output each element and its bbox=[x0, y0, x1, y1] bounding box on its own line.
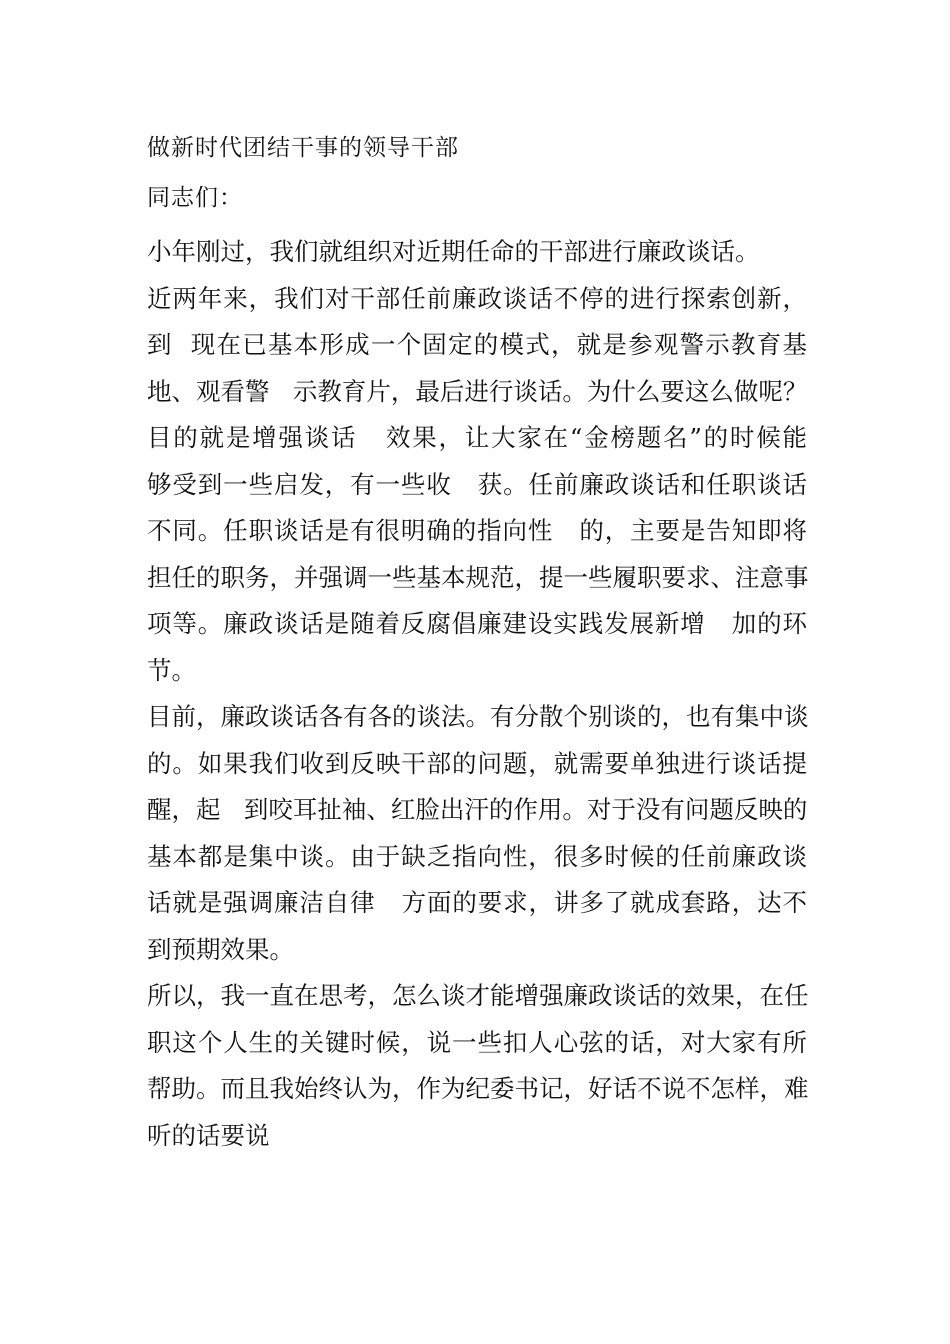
text-line: 不同。任职谈话是有很明确的指向性 的，主要是告知即将 bbox=[147, 516, 807, 545]
text-line: 节。 bbox=[147, 655, 196, 685]
text-line: 够受到一些启发，有一些收 获。任前廉政谈话和任职谈话 bbox=[147, 469, 807, 499]
text-line: 醒，起 到咬耳扯袖、红脸出汗的作用。对于没有问题反映的 bbox=[147, 795, 808, 824]
text-line: 担任的职务，并强调一些基本规范，提一些履职要求、注意事 bbox=[147, 562, 809, 592]
text-line: 的。如果我们收到反映干部的问题，就需要单独进行谈话提 bbox=[147, 748, 807, 778]
text-line: 近两年来，我们对干部任前廉政谈话不停的进行探索创新， bbox=[147, 283, 807, 313]
text-line: 到预期效果。 bbox=[147, 934, 294, 964]
text-line: 话就是强调廉洁自律 方面的要求，讲多了就成套路，达不 bbox=[147, 888, 807, 917]
text-line: 所以，我一直在思考，怎么谈才能增强廉政谈话的效果，在任 bbox=[147, 981, 809, 1010]
text-line: 项等。廉政谈话是随着反腐倡廉建设实践发展新增 加的环 bbox=[147, 609, 807, 638]
text-line: 听的话要说 bbox=[147, 1120, 270, 1150]
body-text bbox=[147, 229, 807, 1159]
text-line: 小年刚过，我们就组织对近期任命的干部进行廉政谈话。 bbox=[147, 237, 760, 266]
text-line: 地、观看警 示教育片，最后进行谈话。为什么要这么做呢？ bbox=[147, 376, 808, 406]
text-line: 目前，廉政谈话各有各的谈法。有分散个别谈的，也有集中谈 bbox=[147, 702, 809, 731]
text-line: 帮助。而且我始终认为，作为纪委书记，好话不说不怎样，难 bbox=[147, 1074, 809, 1103]
text-line: 到 现在已基本形成一个固定的模式，就是参观警示教育基 bbox=[147, 330, 807, 359]
document-title: 做新时代团结干事的领导干部 bbox=[147, 135, 459, 161]
text-line: 职这个人生的关键时候，说一些扣人心弦的话，对大家有所 bbox=[147, 1027, 807, 1057]
text-line: 目的就是增强谈话 效果，让大家在“金榜题名”的时候能 bbox=[147, 423, 807, 452]
text-line: 基本都是集中谈。由于缺乏指向性，很多时候的任前廉政谈 bbox=[147, 841, 807, 871]
salutation: 同志们： bbox=[147, 185, 243, 211]
